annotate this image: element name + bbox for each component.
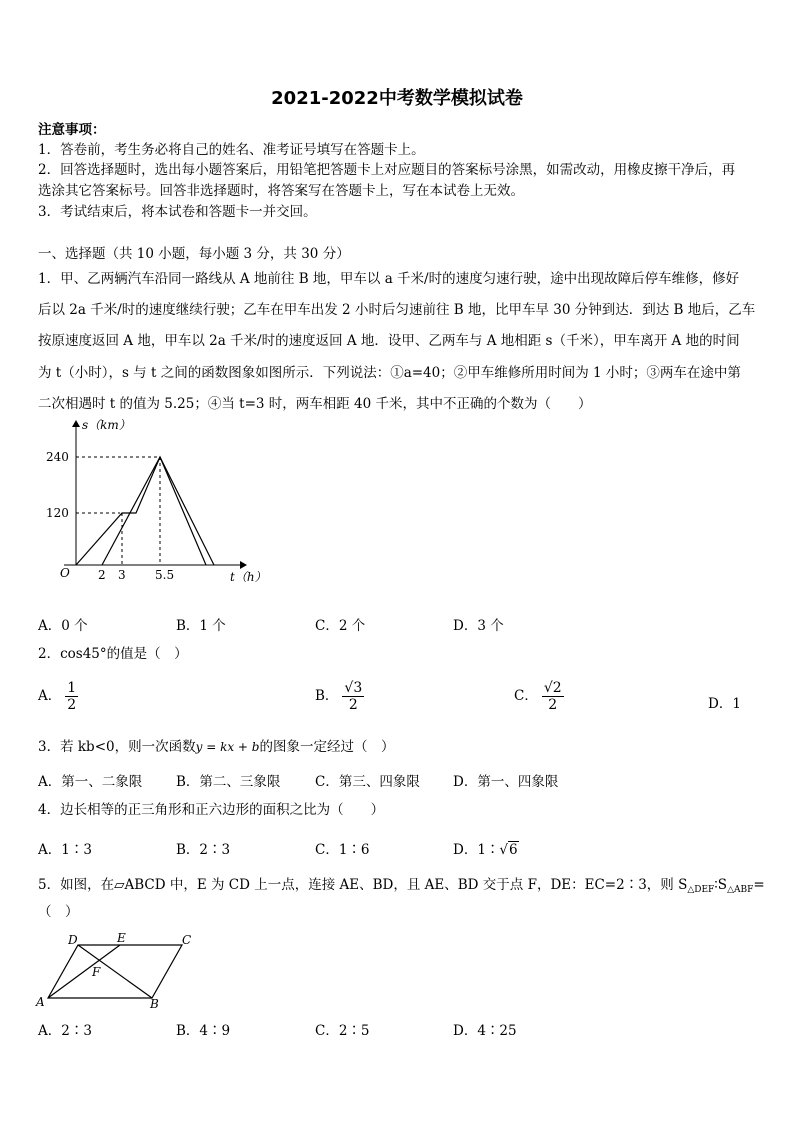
x-tick-label: 5.5 <box>155 568 175 582</box>
car-b-path <box>102 457 206 565</box>
q3-option-c[interactable]: C．第三、四象限 <box>315 774 420 790</box>
q3-formula: y = kx + b <box>195 740 260 754</box>
q1-line: 后以 2a 千米/时的速度继续行驶；乙车在甲车出发 2 小时后匀速前往 B 地，比甲车早 30 分钟到达．到达 B 地后，乙车 <box>38 302 756 318</box>
q1-line: 按原速度返回 A 地，甲车以 2a 千米/时的速度返回 A 地．设甲、乙两车与 A 地相距 s（千米），甲车离开 A 地的时间 <box>38 333 740 349</box>
fraction: $\frac{√2}{2}$ <box>543 680 562 713</box>
notice-item: 3．考试结束后，将本试卷和答题卡一并交回。 <box>38 204 317 220</box>
q2-stem: 2．cos45°的值是（ ） <box>38 646 188 662</box>
car-a-path <box>76 457 214 565</box>
q3-option-b[interactable]: B．第二、三象限 <box>176 774 281 790</box>
q1-option-a[interactable]: A．0 个 <box>38 618 88 634</box>
q4-option-c[interactable]: C．1∶6 <box>315 842 370 858</box>
page-title: 2021-2022中考数学模拟试卷 <box>271 88 523 109</box>
notice-item: 1．答卷前，考生务必将自己的姓名、准考证号填写在答题卡上。 <box>38 142 425 158</box>
q5-option-c[interactable]: C．2∶5 <box>315 1023 370 1039</box>
q1-distance-time-graph <box>38 415 278 595</box>
q1-line: 1．甲、乙两辆汽车沿同一路线从 A 地前往 B 地，甲车以 a 千米/时的速度匀速行驶，途中出现故障后停车维修，修好 <box>38 271 740 287</box>
sqrt-radicand: 6 <box>509 842 518 858</box>
q2-option-a[interactable] <box>38 680 78 713</box>
q3-stem: 3．若 kb<0，则一次函数y = kx + b的图象一定经过（ ） <box>38 739 395 755</box>
segment-ae <box>48 945 120 998</box>
x-tick-label: 2 <box>98 568 106 582</box>
vertex-label: D <box>68 933 78 947</box>
option-label: A． <box>38 688 62 704</box>
q1-option-b[interactable]: B．1 个 <box>176 618 226 634</box>
notice-heading: 注意事项： <box>38 122 106 138</box>
q4-stem: 4．边长相等的正三角形和正六边形的面积之比为（ ） <box>38 802 385 818</box>
vertex-label: B <box>150 997 159 1010</box>
q5-option-b[interactable]: B．4∶9 <box>176 1023 231 1039</box>
notice-item: 选涂其它答案标号。回答非选择题时，将答案写在答题卡上，写在本试卷上无效。 <box>38 183 524 199</box>
option-label: C． <box>514 688 538 704</box>
subscript: △ABF <box>727 885 754 895</box>
section-heading: 一、选择题（共 10 小题，每小题 3 分，共 30 分） <box>38 246 350 262</box>
q5-option-d[interactable]: D．4∶25 <box>453 1023 517 1039</box>
q3-option-a[interactable]: A．第一、二象限 <box>38 774 143 790</box>
q5-answer-paren: （ ） <box>38 904 79 920</box>
q1-option-c[interactable]: C．2 个 <box>315 618 366 634</box>
x-axis-label: t（h） <box>230 570 267 584</box>
notice-item: 2．回答选择题时，选出每小题答案后，用铅笔把答题卡上对应题目的答案标号涂黑，如需改动，用橡皮擦干净后，再 <box>38 162 736 178</box>
segment-bd <box>78 945 152 998</box>
subscript: △DEF <box>687 885 715 895</box>
x-tick-label: 3 <box>118 568 126 582</box>
q3-option-d[interactable]: D．第一、四象限 <box>453 774 559 790</box>
vertex-label: A <box>36 995 45 1009</box>
q4-option-d[interactable]: D．1∶√6 <box>453 842 518 858</box>
origin-label: O <box>60 566 70 580</box>
vertex-label: F <box>92 965 101 979</box>
q2-option-c[interactable] <box>514 680 564 713</box>
q4-option-a[interactable]: A．1∶3 <box>38 842 92 858</box>
q1-line: 二次相遇时 t 的值为 5.25；④当 t=3 时，两车相距 40 千米，其中不正确的个数为（ ） <box>38 396 592 412</box>
fraction: $\frac{√3}{2}$ <box>344 680 363 713</box>
y-tick-label: 240 <box>46 450 69 464</box>
q4-option-b[interactable]: B．2∶3 <box>176 842 231 858</box>
q1-option-d[interactable]: D．3 个 <box>453 618 504 634</box>
q5-option-a[interactable]: A．2∶3 <box>38 1023 92 1039</box>
q5-parallelogram-figure <box>34 930 204 1010</box>
y-tick-label: 120 <box>46 506 69 520</box>
fraction: $\frac{1}{2}$ <box>67 680 77 713</box>
q2-option-d[interactable]: D．1 <box>708 696 741 712</box>
vertex-label: E <box>117 931 126 945</box>
q1-line: 为 t（小时），s 与 t 之间的函数图象如图所示．下列说法：①a=40；②甲车维修所用时间为 1 小时；③两车在途中第 <box>38 365 741 381</box>
q2-option-b[interactable] <box>315 680 364 713</box>
y-axis-label: s（km） <box>82 418 131 432</box>
q5-stem: 5．如图，在▱ABCD 中，E 为 CD 上一点，连接 AE、BD，且 AE、BD 交于点 F，DE：EC=2∶3，则 $S_{\triangle DEF}∶S_{\triangle ABF}=$ <box>38 877 765 895</box>
option-label: B． <box>315 688 339 704</box>
vertex-label: C <box>182 933 192 947</box>
